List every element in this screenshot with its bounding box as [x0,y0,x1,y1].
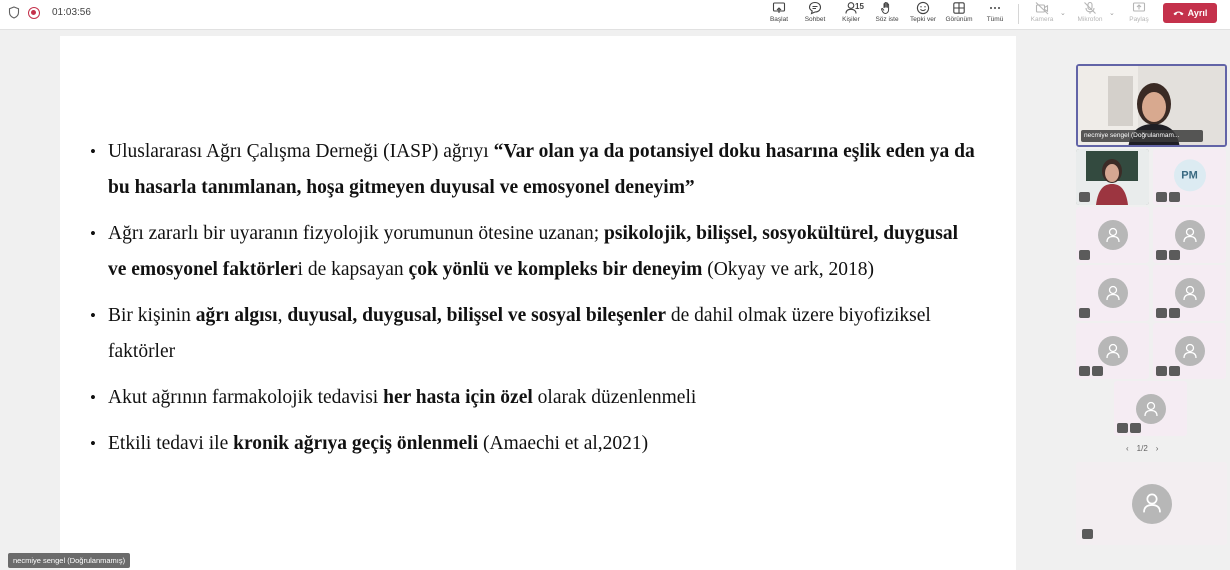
present-button[interactable]: Paylaş [1121,1,1157,29]
shield-icon [8,6,20,19]
avatar [1175,336,1205,366]
avatar-initials: PM [1174,159,1206,191]
slide-bullet: • Etkili tedavi ile kronik ağrıya geçiş önlenmeli (Amaechi et al,2021) [90,426,980,462]
smiley-icon [916,1,930,15]
camera-off-icon [1156,366,1167,376]
mic-off-icon [1083,1,1097,15]
mic-muted-icon [1082,529,1093,539]
mic-muted-icon [1079,308,1090,318]
person-icon [1181,226,1199,244]
mic-muted-icon [1130,423,1141,433]
speaker-name-label: necmiye sengel (Doğrulanmam... [1081,130,1203,142]
person-icon [1104,226,1122,244]
raise-hand-button[interactable]: Söz iste [869,1,905,29]
mic-muted-icon [1169,250,1180,260]
slide-bullet: • Uluslararası Ağrı Çalışma Derneği (IASP) ağrıyı “Var olan ya da potansiyel doku hasarına eşlik eden ya da bu hasarla tanımlanan, hoşa gitmeyen duyusal ve emosyonel deneyim” [90,134,980,206]
presentation-slide [60,36,1016,570]
participant-tile[interactable] [1153,323,1226,379]
person-icon [1181,342,1199,360]
participant-panel [1068,31,1230,570]
participant-tile[interactable] [1076,323,1149,379]
recording-icon [28,7,40,19]
avatar [1136,394,1166,424]
people-button[interactable]: 15 Kişiler [842,2,864,23]
camera-button[interactable]: Kamera [1024,1,1060,29]
avatar [1175,220,1205,250]
participant-tile[interactable] [1153,207,1226,263]
meeting-toolbar [0,0,1230,30]
mic-muted-icon [1169,308,1180,318]
share-button[interactable]: Başlat [761,1,797,29]
slide-bullet-list [90,134,980,472]
present-icon [1132,1,1146,15]
mic-muted-icon [1092,366,1103,376]
mic-muted-icon [1079,192,1090,202]
more-button[interactable]: Tümü [977,1,1013,29]
view-button[interactable]: Görünüm [941,1,977,29]
mic-options-chevron-icon[interactable]: ⌄ [1109,10,1115,17]
page-indicator: 1/2 [1136,444,1148,453]
toolbar-divider [1018,4,1019,24]
avatar [1098,220,1128,250]
react-button[interactable]: Tepki ver [905,1,941,29]
camera-off-icon [1079,366,1090,376]
self-view-tile[interactable] [1076,462,1227,545]
avatar [1132,484,1172,524]
mic-muted-icon [1079,250,1090,260]
meeting-status [8,6,91,19]
grid-view-icon [952,1,966,15]
mic-button[interactable]: Mikrofon [1072,1,1108,29]
presenter-name-tag: necmiye sengel (Doğrulanmamış) [8,553,130,568]
avatar [1175,278,1205,308]
person-icon [1140,491,1164,515]
participant-tile[interactable] [1114,381,1187,436]
mic-muted-icon [1169,192,1180,202]
gallery-pager [1126,444,1158,453]
camera-off-icon [1156,308,1167,318]
camera-off-icon [1156,250,1167,260]
person-icon [1104,342,1122,360]
camera-off-icon [1156,192,1167,202]
next-page-chevron-icon[interactable]: › [1155,444,1159,453]
leave-button[interactable]: Ayrıl [1163,3,1217,23]
camera-off-icon [1117,423,1128,433]
chat-button[interactable]: Sohbet [797,1,833,29]
mic-muted-icon [1169,366,1180,376]
slide-bullet: • Akut ağrının farmakolojik tedavisi her hasta için özel olarak düzenlenmeli [90,380,980,416]
hang-up-icon [1173,10,1184,16]
participant-tile[interactable] [1153,149,1226,205]
participant-tile[interactable] [1076,207,1149,263]
avatar [1098,278,1128,308]
more-icon [988,1,1002,15]
camera-off-icon [1035,1,1049,15]
participant-tile[interactable] [1153,265,1226,321]
prev-page-chevron-icon[interactable]: ‹ [1126,444,1129,453]
person-icon [1181,284,1199,302]
hand-icon [880,1,894,15]
shared-screen-area [0,31,1068,570]
participant-tile[interactable] [1076,265,1149,321]
share-icon [772,1,786,15]
slide-bullet: • Bir kişinin ağrı algısı, duyusal, duygusal, bilişsel ve sosyal bileşenler de dahil olmak üzere biyofiziksel faktörler [90,298,980,370]
person-icon [1142,400,1160,418]
slide-bullet: • Ağrı zararlı bir uyaranın fizyolojik yorumunun ötesine uzanan; psikolojik, bilişsel, sosyokültürel, duygusal ve emosyonel faktörleri de kapsayan çok yönlü ve kompleks bir deneyim (Okyay ve ark, 2018) [90,216,980,288]
chat-icon [808,1,822,15]
people-count: 15 [855,2,864,11]
speaker-video-tile[interactable] [1076,64,1227,147]
camera-options-chevron-icon[interactable]: ⌄ [1060,10,1066,17]
avatar [1098,336,1128,366]
person-icon [1104,284,1122,302]
participant-video-tile[interactable] [1076,149,1149,205]
meeting-timer: 01:03:56 [52,7,91,18]
